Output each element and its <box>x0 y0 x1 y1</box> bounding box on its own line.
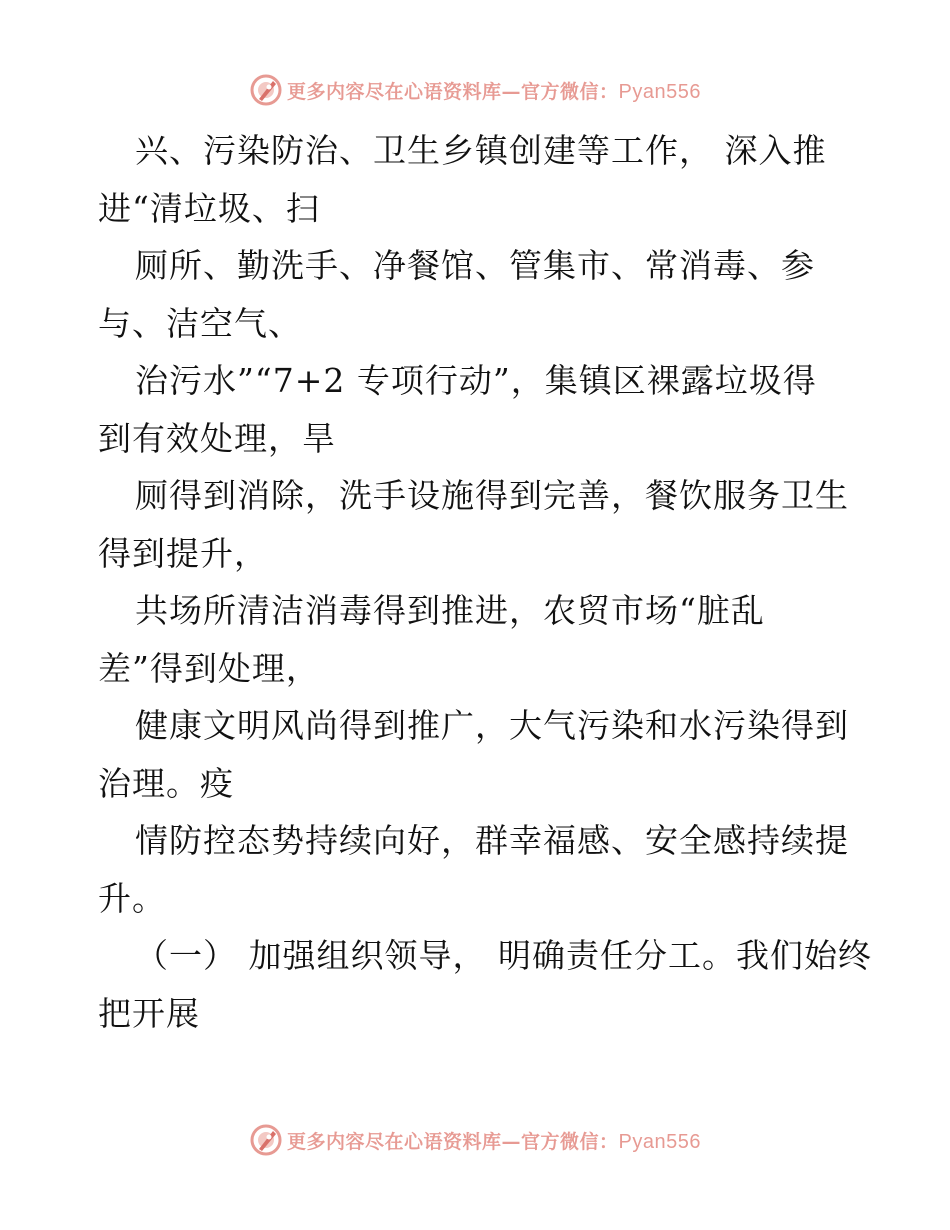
document-body <box>98 122 872 1042</box>
header-watermark <box>0 70 950 110</box>
text-line: 得到提升， <box>98 533 268 573</box>
text-line: 情防控态势持续向好，群幸福感、安全感持续提 <box>135 821 849 860</box>
text-line: 与、洁空气、 <box>98 303 302 343</box>
text-line: 治理。疫 <box>98 763 234 803</box>
text-line: 厕得到消除，洗手设施得到完善，餐饮服务卫生 <box>135 476 849 515</box>
watermark-text: 更多内容尽在心语资料库—官方微信：Pyan556 <box>287 80 701 103</box>
text-line: 进“清垃圾、扫 <box>98 188 320 228</box>
text-line: 升。 <box>98 878 166 918</box>
text-line: 把开展 <box>98 993 200 1033</box>
text-line: （一） 加强组织领导， 明确责任分工。我们始终 <box>135 936 872 975</box>
text-line: 兴、污染防治、卫生乡镇创建等工作， 深入推 <box>135 131 827 170</box>
text-line: 差”得到处理， <box>98 648 320 688</box>
text-line: 共场所清洁消毒得到推进，农贸市场“脏乱 <box>135 591 765 630</box>
text-line: 健康文明风尚得到推广，大气污染和水污染得到 <box>135 706 849 745</box>
seal-logo-icon <box>249 73 283 107</box>
watermark-id: Pyan556 <box>618 1130 701 1153</box>
text-line: 厕所、勤洗手、净餐馆、管集市、常消毒、参 <box>135 246 815 285</box>
footer-watermark <box>0 1120 950 1160</box>
text-line: 治污水”“7+2 专项行动”，集镇区裸露垃圾得 <box>135 361 817 400</box>
seal-logo-icon <box>249 1123 283 1157</box>
text-line: 到有效处理，旱 <box>98 418 336 458</box>
watermark-text: 更多内容尽在心语资料库—官方微信：Pyan556 <box>287 1130 701 1153</box>
watermark-id: Pyan556 <box>618 80 701 103</box>
